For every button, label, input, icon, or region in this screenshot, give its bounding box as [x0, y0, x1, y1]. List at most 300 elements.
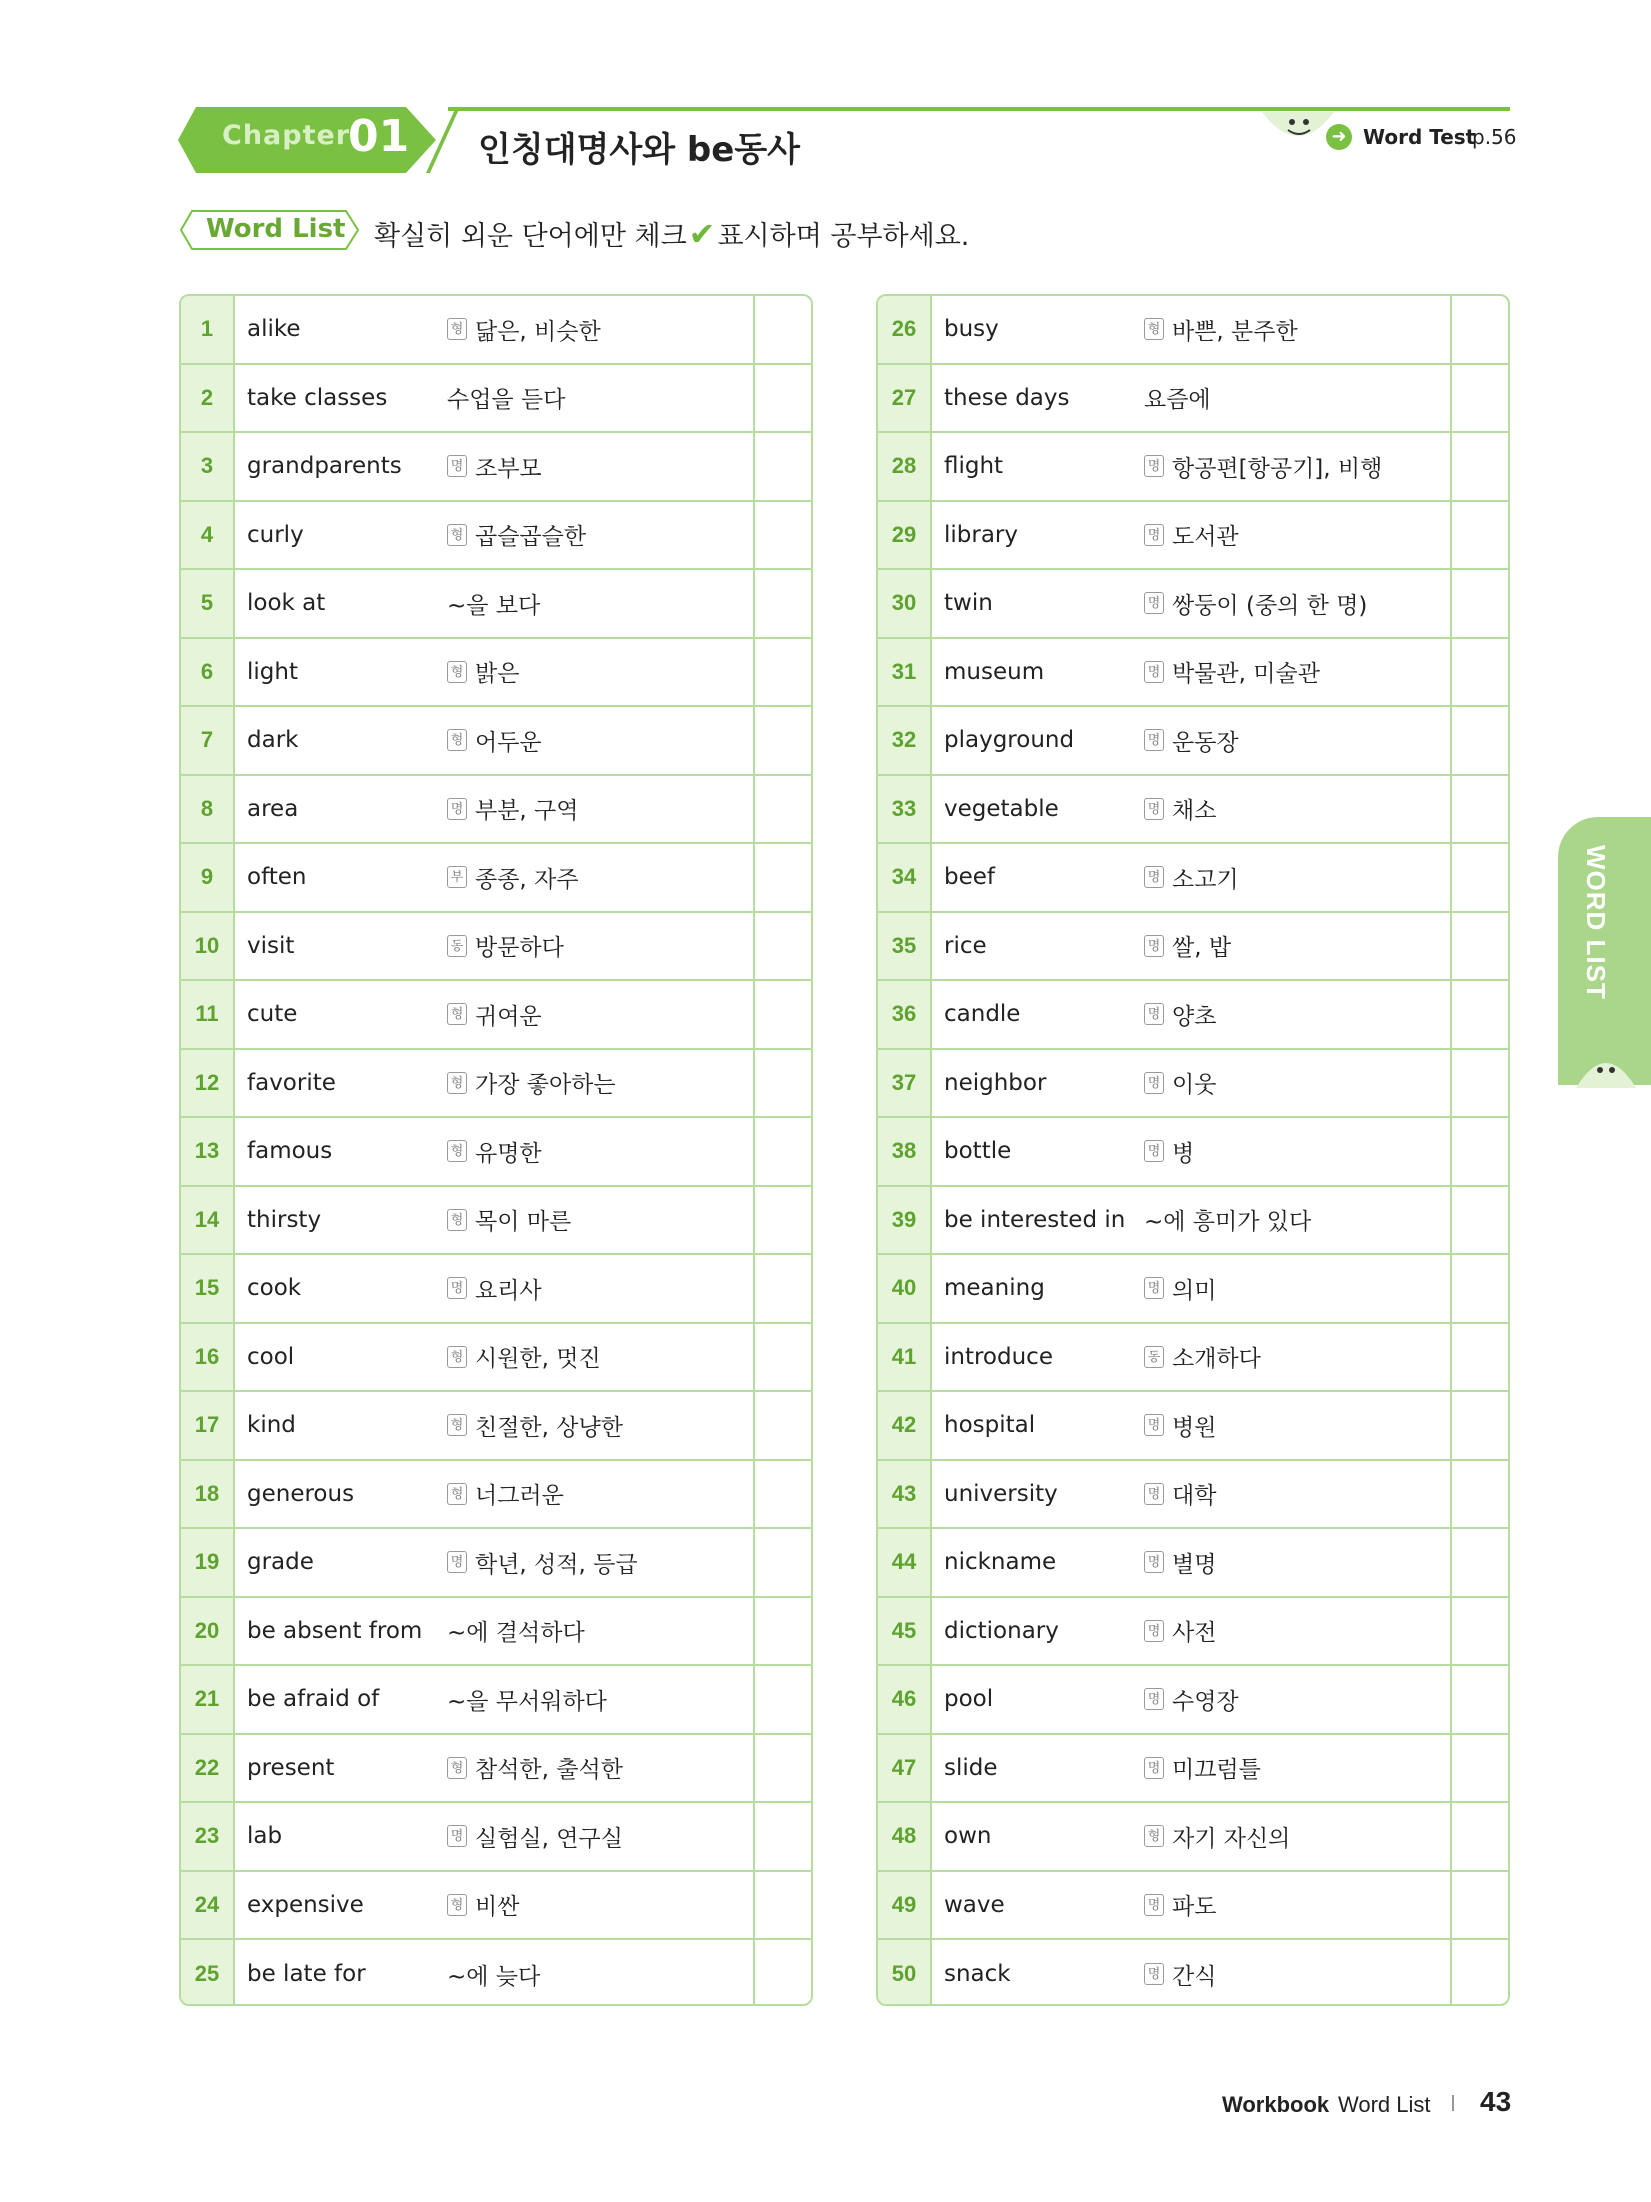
check-box[interactable]	[1450, 1118, 1508, 1185]
english-word: these days	[944, 384, 1070, 411]
korean-meaning-text: 수업을 듣다	[447, 387, 566, 414]
part-of-speech-badge: 명	[447, 1825, 467, 1847]
check-box[interactable]	[753, 1735, 811, 1802]
check-box[interactable]	[1450, 365, 1508, 432]
header-rule	[448, 107, 1510, 111]
check-box[interactable]	[753, 913, 811, 980]
korean-meaning	[447, 1614, 753, 1647]
word-row	[181, 1461, 811, 1530]
part-of-speech-badge: 동	[1144, 1346, 1164, 1368]
part-of-speech-badge: 형	[447, 1483, 467, 1505]
korean-meaning	[1144, 1135, 1450, 1168]
korean-meaning-text: ~에 결석하다	[447, 1620, 585, 1647]
korean-meaning-text: 양초	[1172, 1003, 1217, 1030]
check-box[interactable]	[753, 433, 811, 500]
word-number: 36	[878, 981, 932, 1048]
word-number: 29	[878, 502, 932, 569]
check-box[interactable]	[753, 1392, 811, 1459]
word-row	[181, 1187, 811, 1256]
korean-meaning-text: 의미	[1172, 1277, 1217, 1304]
word-row	[878, 639, 1508, 708]
english-word: museum	[944, 658, 1045, 685]
korean-meaning	[1144, 587, 1450, 620]
korean-meaning-text: 목이 마른	[475, 1209, 572, 1236]
english-word: take classes	[247, 384, 388, 411]
chapter-number: 01	[348, 111, 410, 162]
part-of-speech-badge: 형	[447, 524, 467, 546]
english-word: be absent from	[247, 1617, 423, 1644]
korean-meaning	[447, 1203, 753, 1236]
check-box[interactable]	[1450, 1598, 1508, 1665]
korean-meaning-text: 방문하다	[475, 935, 564, 962]
word-row	[878, 1940, 1508, 2006]
korean-meaning-text: 도서관	[1172, 524, 1239, 551]
part-of-speech-badge: 명	[447, 1551, 467, 1573]
part-of-speech-badge: 형	[1144, 1825, 1164, 1847]
english-word: generous	[247, 1480, 355, 1507]
english-word: hospital	[944, 1412, 1036, 1439]
part-of-speech-badge: 형	[447, 661, 467, 683]
check-box[interactable]	[1450, 639, 1508, 706]
instruction-after: 표시하며 공부하세요.	[717, 221, 970, 252]
check-box[interactable]	[753, 981, 811, 1048]
word-number: 2	[181, 365, 235, 432]
check-box[interactable]	[1450, 1461, 1508, 1528]
english-word: meaning	[944, 1275, 1045, 1302]
check-box[interactable]	[1450, 1872, 1508, 1939]
korean-meaning-text: 종종, 자주	[475, 866, 579, 893]
part-of-speech-badge: 명	[1144, 1894, 1164, 1916]
word-row	[878, 913, 1508, 982]
word-number: 3	[181, 433, 235, 500]
word-table-left	[179, 294, 813, 2006]
word-number: 24	[181, 1872, 235, 1939]
korean-meaning-text: 참석한, 출석한	[475, 1757, 623, 1784]
korean-meaning	[1144, 655, 1450, 688]
korean-meaning	[447, 1409, 753, 1442]
word-test-link[interactable]: Word Test	[1363, 125, 1476, 149]
word-row	[878, 1255, 1508, 1324]
part-of-speech-badge: 명	[1144, 1003, 1164, 1025]
korean-meaning-text: 별명	[1172, 1551, 1217, 1578]
check-box[interactable]	[753, 296, 811, 363]
word-row	[878, 1461, 1508, 1530]
word-row	[878, 1118, 1508, 1187]
word-row	[181, 502, 811, 571]
korean-meaning	[447, 587, 753, 620]
check-box[interactable]	[753, 1461, 811, 1528]
word-number: 41	[878, 1324, 932, 1391]
word-row	[181, 1324, 811, 1393]
check-box[interactable]	[753, 1803, 811, 1870]
korean-meaning	[1144, 1888, 1450, 1921]
korean-meaning	[1144, 929, 1450, 962]
korean-meaning	[1144, 1066, 1450, 1099]
check-box[interactable]	[1450, 1255, 1508, 1322]
part-of-speech-badge: 명	[1144, 1140, 1164, 1162]
check-box[interactable]	[753, 707, 811, 774]
word-number: 46	[878, 1666, 932, 1733]
word-row	[181, 1529, 811, 1598]
part-of-speech-badge: 형	[447, 729, 467, 751]
word-row	[181, 776, 811, 845]
word-row	[878, 1392, 1508, 1461]
korean-meaning-text: 곱슬곱슬한	[475, 524, 587, 551]
korean-meaning	[1144, 861, 1450, 894]
korean-meaning-text: ~을 무서워하다	[447, 1688, 607, 1715]
word-row	[878, 1598, 1508, 1667]
word-number: 34	[878, 844, 932, 911]
korean-meaning-text: 채소	[1172, 798, 1217, 825]
word-row	[878, 1735, 1508, 1804]
english-word: expensive	[247, 1891, 364, 1918]
word-row	[878, 844, 1508, 913]
word-number: 25	[181, 1940, 235, 2006]
english-word: nickname	[944, 1549, 1057, 1576]
word-number: 32	[878, 707, 932, 774]
english-word: kind	[247, 1412, 296, 1439]
word-row	[181, 844, 811, 913]
word-number: 26	[878, 296, 932, 363]
english-word: university	[944, 1480, 1058, 1507]
check-box[interactable]	[753, 1324, 811, 1391]
check-box[interactable]	[1450, 1803, 1508, 1870]
checkmark-icon: ✔	[688, 214, 716, 253]
korean-meaning-text: 너그러운	[475, 1483, 564, 1510]
part-of-speech-badge: 명	[1144, 1414, 1164, 1436]
part-of-speech-badge: 명	[1144, 1072, 1164, 1094]
english-word: twin	[944, 590, 993, 617]
korean-meaning-text: 밝은	[475, 661, 520, 688]
word-row	[181, 1872, 811, 1941]
word-row	[878, 365, 1508, 434]
check-box[interactable]	[1450, 433, 1508, 500]
header-slash-decoration	[424, 107, 476, 173]
word-row	[181, 707, 811, 776]
korean-meaning	[447, 861, 753, 894]
check-box[interactable]	[753, 776, 811, 843]
check-box[interactable]	[1450, 296, 1508, 363]
footer-book-title: Workbook	[1222, 2092, 1330, 2117]
check-box[interactable]	[753, 570, 811, 637]
word-number: 22	[181, 1735, 235, 1802]
part-of-speech-badge: 명	[1144, 1963, 1164, 1985]
word-number: 19	[181, 1529, 235, 1596]
page-title: 인칭대명사와 be동사	[478, 130, 800, 170]
korean-meaning	[447, 518, 753, 551]
english-word: area	[247, 795, 299, 822]
check-box[interactable]	[1450, 1050, 1508, 1117]
word-list-badge-label: Word List	[206, 214, 346, 244]
english-word: beef	[944, 864, 995, 891]
english-word: bottle	[944, 1138, 1012, 1165]
check-box[interactable]	[1450, 570, 1508, 637]
word-number: 7	[181, 707, 235, 774]
word-number: 6	[181, 639, 235, 706]
word-row	[878, 1666, 1508, 1735]
english-word: own	[944, 1823, 992, 1850]
korean-meaning	[1144, 1751, 1450, 1784]
korean-meaning-text: 요즘에	[1144, 387, 1211, 414]
part-of-speech-badge: 부	[447, 866, 467, 888]
korean-meaning-text: 시원한, 멋진	[475, 1346, 601, 1373]
korean-meaning-text: 실험실, 연구실	[475, 1825, 623, 1852]
word-table-right	[876, 294, 1510, 2006]
korean-meaning	[1144, 313, 1450, 346]
word-row	[181, 570, 811, 639]
word-number: 35	[878, 913, 932, 980]
check-box[interactable]	[1450, 1940, 1508, 2006]
english-word: be interested in	[944, 1206, 1126, 1233]
check-box[interactable]	[753, 639, 811, 706]
part-of-speech-badge: 명	[1144, 1551, 1164, 1573]
part-of-speech-badge: 명	[1144, 935, 1164, 957]
korean-meaning-text: 간식	[1172, 1963, 1217, 1990]
check-box[interactable]	[753, 1529, 811, 1596]
part-of-speech-badge: 명	[1144, 866, 1164, 888]
english-word: dictionary	[944, 1617, 1059, 1644]
side-tab-label[interactable]: WORD LIST	[1581, 845, 1611, 1000]
word-number: 44	[878, 1529, 932, 1596]
korean-meaning-text: 대학	[1172, 1483, 1217, 1510]
korean-meaning-text: 학년, 성적, 등급	[475, 1551, 638, 1578]
korean-meaning	[447, 1477, 753, 1510]
word-row	[181, 1803, 811, 1872]
word-row	[181, 1118, 811, 1187]
smiley-face-icon	[1262, 110, 1334, 150]
instruction-text	[374, 214, 969, 253]
word-number: 18	[181, 1461, 235, 1528]
word-number: 14	[181, 1187, 235, 1254]
instruction-before: 확실히 외운 단어에만 체크	[374, 221, 687, 252]
korean-meaning	[447, 655, 753, 688]
word-number: 10	[181, 913, 235, 980]
check-box[interactable]	[1450, 1666, 1508, 1733]
korean-meaning-text: 어두운	[475, 729, 542, 756]
word-number: 4	[181, 502, 235, 569]
korean-meaning-text: 이웃	[1172, 1072, 1217, 1099]
word-number: 28	[878, 433, 932, 500]
chapter-label: Chapter	[222, 120, 351, 151]
english-word: snack	[944, 1961, 1011, 1988]
word-number: 38	[878, 1118, 932, 1185]
check-box[interactable]	[1450, 844, 1508, 911]
korean-meaning-text: 친절한, 상냥한	[475, 1414, 623, 1441]
word-number: 37	[878, 1050, 932, 1117]
korean-meaning-text: 요리사	[475, 1277, 542, 1304]
check-box[interactable]	[753, 1255, 811, 1322]
korean-meaning	[447, 1751, 753, 1784]
word-row	[181, 365, 811, 434]
word-number: 15	[181, 1255, 235, 1322]
korean-meaning-text: 닮은, 비슷한	[475, 318, 601, 345]
english-word: present	[247, 1754, 335, 1781]
english-word: vegetable	[944, 795, 1059, 822]
word-number: 50	[878, 1940, 932, 2006]
korean-meaning-text: 병	[1172, 1140, 1195, 1167]
english-word: playground	[944, 727, 1075, 754]
korean-meaning-text: 부분, 구역	[475, 798, 579, 825]
word-number: 8	[181, 776, 235, 843]
korean-meaning-text: 미끄럼틀	[1172, 1757, 1261, 1784]
english-word: grandparents	[247, 453, 402, 480]
english-word: favorite	[247, 1069, 336, 1096]
word-number: 27	[878, 365, 932, 432]
part-of-speech-badge: 형	[447, 1003, 467, 1025]
part-of-speech-badge: 동	[447, 935, 467, 957]
word-row	[878, 981, 1508, 1050]
korean-meaning-text: 쌀, 밥	[1172, 935, 1232, 962]
english-word: thirsty	[247, 1206, 322, 1233]
korean-meaning	[1144, 1340, 1450, 1373]
word-row	[181, 1598, 811, 1667]
korean-meaning	[1144, 518, 1450, 551]
part-of-speech-badge: 명	[447, 798, 467, 820]
check-box[interactable]	[753, 365, 811, 432]
word-row	[181, 639, 811, 708]
word-number: 43	[878, 1461, 932, 1528]
english-word: be afraid of	[247, 1686, 380, 1713]
korean-meaning-text: ~에 흥미가 있다	[1144, 1209, 1312, 1236]
check-box[interactable]	[753, 1940, 811, 2006]
korean-meaning	[1144, 1477, 1450, 1510]
word-number: 30	[878, 570, 932, 637]
english-word: introduce	[944, 1343, 1053, 1370]
word-number: 47	[878, 1735, 932, 1802]
check-box[interactable]	[753, 1118, 811, 1185]
check-box[interactable]	[1450, 1735, 1508, 1802]
check-box[interactable]	[1450, 913, 1508, 980]
word-number: 48	[878, 1803, 932, 1870]
korean-meaning	[1144, 1203, 1450, 1236]
word-row	[878, 1324, 1508, 1393]
word-number: 40	[878, 1255, 932, 1322]
word-row	[878, 1050, 1508, 1119]
part-of-speech-badge: 형	[447, 1140, 467, 1162]
korean-meaning-text: ~을 보다	[447, 592, 541, 619]
footer-separator	[1452, 2095, 1454, 2111]
word-number: 42	[878, 1392, 932, 1459]
english-word: visit	[247, 932, 295, 959]
footer-section-label: Word List	[1338, 2092, 1431, 2117]
part-of-speech-badge: 명	[1144, 1277, 1164, 1299]
english-word: often	[247, 864, 307, 891]
word-number: 23	[181, 1803, 235, 1870]
check-box[interactable]	[1450, 707, 1508, 774]
word-number: 5	[181, 570, 235, 637]
korean-meaning	[447, 381, 753, 414]
check-box[interactable]	[1450, 1392, 1508, 1459]
word-row	[181, 1050, 811, 1119]
part-of-speech-badge: 명	[1144, 524, 1164, 546]
check-box[interactable]	[1450, 1324, 1508, 1391]
check-box[interactable]	[1450, 1187, 1508, 1254]
check-box[interactable]	[1450, 502, 1508, 569]
word-number: 11	[181, 981, 235, 1048]
word-number: 31	[878, 639, 932, 706]
english-word: curly	[247, 521, 304, 548]
word-row	[878, 1529, 1508, 1598]
english-word: library	[944, 521, 1018, 548]
korean-meaning-text: 사전	[1172, 1620, 1217, 1647]
korean-meaning-text: 바쁜, 분주한	[1172, 318, 1298, 345]
korean-meaning	[1144, 381, 1450, 414]
word-number: 39	[878, 1187, 932, 1254]
part-of-speech-badge: 명	[1144, 592, 1164, 614]
word-number: 21	[181, 1666, 235, 1733]
check-box[interactable]	[753, 1187, 811, 1254]
korean-meaning-text: 유명한	[475, 1140, 542, 1167]
english-word: dark	[247, 727, 299, 754]
english-word: neighbor	[944, 1069, 1047, 1096]
check-box[interactable]	[753, 1050, 811, 1117]
word-row	[878, 1872, 1508, 1941]
check-box[interactable]	[1450, 1529, 1508, 1596]
check-box[interactable]	[753, 1598, 811, 1665]
korean-meaning	[447, 724, 753, 757]
english-word: slide	[944, 1754, 998, 1781]
korean-meaning-text: 소개하다	[1172, 1346, 1261, 1373]
word-row	[878, 776, 1508, 845]
part-of-speech-badge: 명	[1144, 798, 1164, 820]
korean-meaning	[1144, 1409, 1450, 1442]
part-of-speech-badge: 명	[1144, 661, 1164, 683]
check-box[interactable]	[753, 502, 811, 569]
korean-meaning	[447, 1066, 753, 1099]
check-box[interactable]	[1450, 776, 1508, 843]
korean-meaning	[447, 1340, 753, 1373]
korean-meaning-text: 가장 좋아하는	[475, 1072, 616, 1099]
part-of-speech-badge: 형	[447, 1757, 467, 1779]
check-box[interactable]	[753, 1872, 811, 1939]
part-of-speech-badge: 명	[1144, 455, 1164, 477]
korean-meaning	[447, 1135, 753, 1168]
english-word: cool	[247, 1343, 295, 1370]
english-word: be late for	[247, 1961, 366, 1988]
word-number: 33	[878, 776, 932, 843]
check-box[interactable]	[753, 1666, 811, 1733]
korean-meaning	[447, 998, 753, 1031]
korean-meaning	[447, 313, 753, 346]
word-row	[181, 1392, 811, 1461]
word-row	[181, 913, 811, 982]
word-test-page: p.56	[1472, 125, 1517, 149]
korean-meaning	[447, 1272, 753, 1305]
part-of-speech-badge: 명	[447, 1277, 467, 1299]
page-number: 43	[1480, 2086, 1512, 2117]
word-number: 16	[181, 1324, 235, 1391]
arrow-right-icon[interactable]: ➜	[1326, 124, 1352, 150]
korean-meaning	[1144, 998, 1450, 1031]
word-row	[878, 570, 1508, 639]
word-row	[181, 1940, 811, 2006]
korean-meaning-text: 비싼	[475, 1894, 520, 1921]
check-box[interactable]	[753, 844, 811, 911]
check-box[interactable]	[1450, 981, 1508, 1048]
word-row	[181, 433, 811, 502]
korean-meaning	[1144, 1683, 1450, 1716]
word-number: 45	[878, 1598, 932, 1665]
english-word: flight	[944, 453, 1004, 480]
korean-meaning-text: 조부모	[475, 455, 542, 482]
english-word: cook	[247, 1275, 302, 1302]
english-word: famous	[247, 1138, 333, 1165]
word-row	[878, 707, 1508, 776]
english-word: rice	[944, 932, 987, 959]
korean-meaning	[447, 1683, 753, 1716]
word-row	[181, 1255, 811, 1324]
part-of-speech-badge: 명	[1144, 729, 1164, 751]
